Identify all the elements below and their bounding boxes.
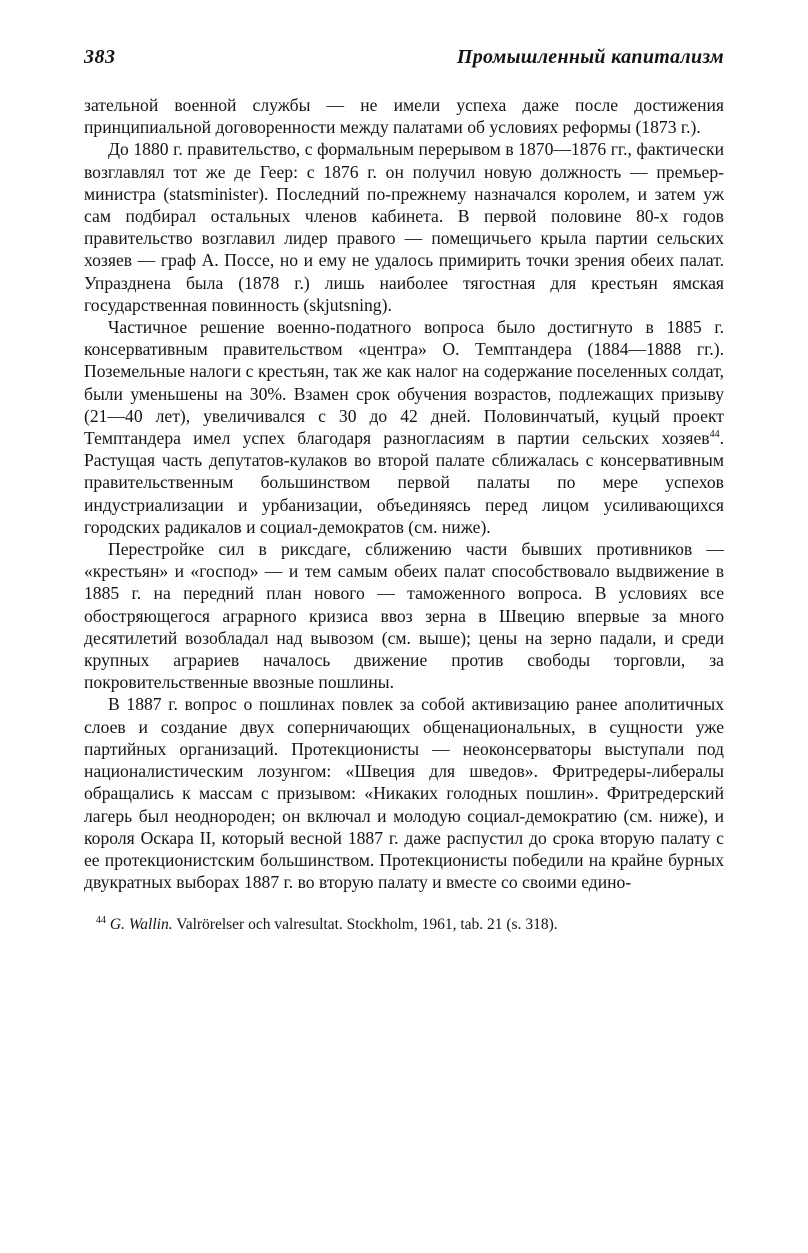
paragraph xyxy=(84,316,724,538)
page-number: 383 xyxy=(84,46,116,68)
paragraph: зательной военной службы — не имели успеха даже после достижения принципиальной договоренности между палатами об условиях реформы (1873 г.). xyxy=(84,95,724,138)
book-page xyxy=(84,46,724,935)
footnote-citation: Valrörelser och valresultat. Stockholm, 1961, tab. 21 (s. 318). xyxy=(176,916,558,934)
paragraph: До 1880 г. правительство, с формальным перерывом в 1870—1876 гг., фактически возглавлял тот же де Геер: с 1876 г. он получил новую должность — премьер-министра (statsminister). Последний по-прежнему назначался королем, и затем уж сам подбирал остальных членов кабинета. В первой половине 80-х годов правительство возглавил лидер правого — помещичьего крыла партии сельских хозяев — граф А. Поссе, но и ему не удалось примирить точки зрения обеих палат. Упразднена была (1878 г.) лишь наиболее тягостная для крестьян ямская государственная повинность (skjutsning). xyxy=(84,139,724,315)
paragraph-text: Частичное решение военно-податного вопроса было достигнуто в 1885 г. консервативным правительством «центра» О. Темптандера (1884—1888 гг.). Поземельные налоги с крестьян, так же как налог на содержание поселенных солдат, были уменьшены на 30%. Взамен срок обучения возрастов, подлежащих призыву (21—40 лет), увеличивался с 30 до 42 дней. Половинчатый, куцый проект Темптандера имел успех благодаря разногласиям в партии сельских хозяев xyxy=(84,317,724,449)
paragraph: В 1887 г. вопрос о пошлинах повлек за собой активизацию ранее аполитичных слоев и создание двух соперничающих общенациональных, в сущности уже партийных организаций. Протекционисты — неоконсерваторы выступали под националистическим лозунгом: «Швеция для шведов». Фритредеры-либералы обращались к массам с призывом: «Никаких голодных пошлин». Фритредерский лагерь был неоднороден; он включал и молодую социал-демократию (см. ниже), и короля Оскара II, который весной 1887 г. даже распустил до срока вторую палату с ее протекционистским большинством. Протекционисты победили на крайне бурных двукратных выборах 1887 г. во вторую палату и вместе со своими едино- xyxy=(84,694,724,893)
footnote xyxy=(84,915,724,935)
footnote-author: G. Wallin. xyxy=(109,916,173,934)
running-title: Промышленный капитализм xyxy=(456,46,724,68)
body-text xyxy=(84,94,724,893)
footnote-marker: 44 xyxy=(96,915,106,927)
paragraph: Перестройке сил в риксдаге, сближению части бывших противников — «крестьян» и «господ» — и тем самым обеих палат способствовало выдвижение в 1885 г. на передний план нового — таможенного вопроса. В условиях все обостряющегося аграрного кризиса ввоз зерна в Швецию впервые за много десятилетий возобладал над вывозом (см. выше); цены на зерно падали, и среди крупных аграриев началось движение против свободы торговли, за покровительственные ввозные пошлины. xyxy=(84,539,724,693)
paragraph-text-continued: . Растущая часть депутатов-кулаков во второй палате сближалась с консервативным правительственным большинством первой палаты по мере успехов индустриализации и урбанизации, объединяясь перед лицом усиливающихся городских радикалов и социал-демократов (см. ниже). xyxy=(84,428,724,537)
footnote-reference: 44 xyxy=(709,429,720,441)
page-header xyxy=(84,46,724,80)
